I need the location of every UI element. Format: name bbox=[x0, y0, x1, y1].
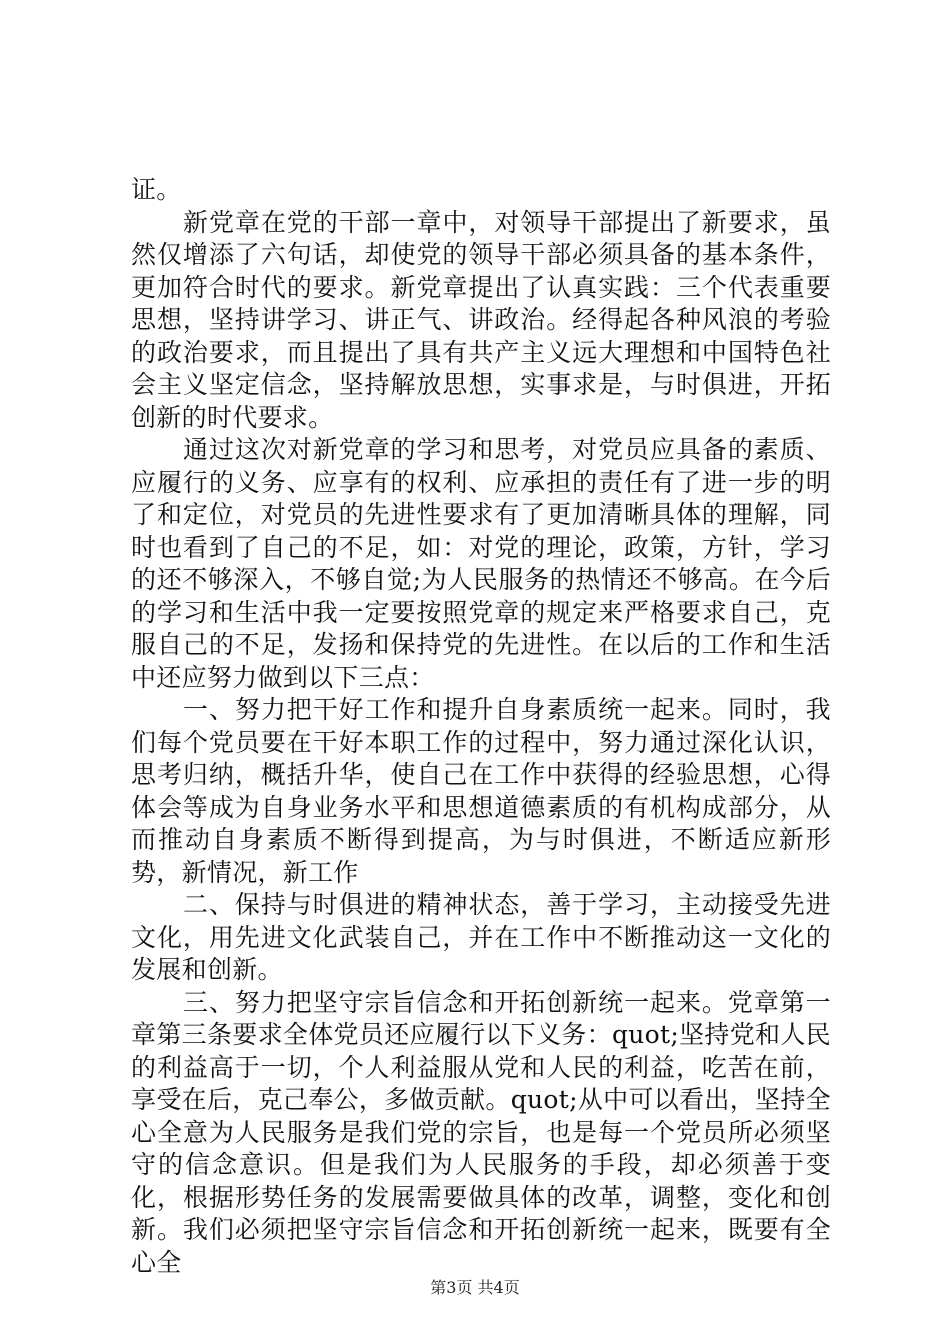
paragraph-cadre-requirements: 新党章在党的干部一章中，对领导干部提出了新要求，虽然仅增添了六句话，却使党的领导干部必须具备的基本条件，更加符合时代的要求。新党章提出了认真实践：三个代表重要思想，坚持讲学习、讲正气、讲政治。经得起各种风浪的考验的政治要求，而且提出了具有共产主义远大理想和中国特色社会主义坚定信念，坚持解放思想，实事求是，与时俱进，开拓创新的时代要求。 bbox=[131, 207, 831, 432]
paragraph-point-two: 二、保持与时俱进的精神状态，善于学习，主动接受先进文化，用先进文化武装自己，并在工作中不断推动这一文化的发展和创新。 bbox=[131, 890, 831, 984]
page-footer: 第3页 共4页 bbox=[430, 1278, 520, 1297]
paragraph-point-one: 一、努力把干好工作和提升自身素质统一起来。同时，我们每个党员要在干好本职工作的过程中，努力通过深化认识，思考归纳，概括升华，使自己在工作中获得的经验思想，心得体会等成为自身业务水平和思想道德素质的有机构成部分，从而推动自身素质不断得到提高，为与时俱进，不断适应新形势，新情况，新工作 bbox=[131, 695, 831, 887]
paragraph-point-three: 三、努力把坚守宗旨信念和开拓创新统一起来。党章第一章第三条要求全体党员还应履行以下义务：quot;坚持党和人民的利益高于一切，个人利益服从党和人民的利益，吃苦在前，享受在后，克己奉公，多做贡献。quot;从中可以看出，坚持全心全意为人民服务是我们党的宗旨，也是每一个党员所必须坚守的信念意识。但是我们为人民服务的手段，却必须善于变化，根据形势任务的发展需要做具体的改革，调整，变化和创新。我们必须把坚守宗旨信念和开拓创新统一起来，既要有全心全 bbox=[131, 987, 831, 1277]
paragraph-study-reflection: 通过这次对新党章的学习和思考，对党员应具备的素质、应履行的义务、应享有的权利、应承担的责任有了进一步的明了和定位，对党员的先进性要求有了更加清晰具体的理解，同时也看到了自己的不足，如：对党的理论，政策，方针，学习的还不够深入，不够自觉;为人民服务的热情还不够高。在今后的学习和生活中我一定要按照党章的规定来严格要求自己，克服自己的不足，发扬和保持党的先进性。在以后的工作和生活中还应努力做到以下三点： bbox=[131, 435, 831, 692]
document-body bbox=[131, 174, 831, 1279]
paragraph-continuation: 证。 bbox=[131, 175, 182, 204]
